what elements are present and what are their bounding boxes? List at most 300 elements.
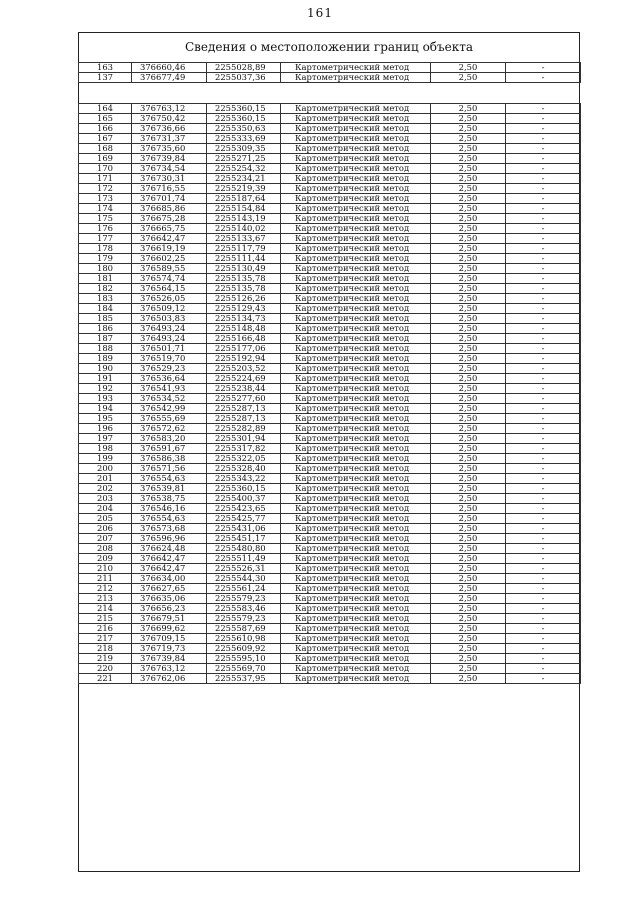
method-cell: Картометрический метод [281,414,431,424]
y-coordinate-cell: 2255343,22 [207,474,281,484]
method-cell: Картометрический метод [281,584,431,594]
accuracy-cell: 2,50 [431,654,506,664]
note-cell: - [506,674,581,684]
x-coordinate-cell: 376602,25 [132,254,207,264]
method-cell: Картометрический метод [281,574,431,584]
accuracy-cell: 2,50 [431,184,506,194]
method-cell: Картометрический метод [281,164,431,174]
point-number-cell: 194 [79,404,132,414]
note-cell: - [506,274,581,284]
method-cell: Картометрический метод [281,174,431,184]
y-coordinate-cell: 2255282,89 [207,424,281,434]
method-cell: Картометрический метод [281,184,431,194]
x-coordinate-cell: 376656,23 [132,604,207,614]
x-coordinate-cell: 376665,75 [132,224,207,234]
accuracy-cell: 2,50 [431,664,506,674]
point-number-cell: 189 [79,354,132,364]
accuracy-cell: 2,50 [431,554,506,564]
y-coordinate-cell: 2255350,63 [207,124,281,134]
x-coordinate-cell: 376679,51 [132,614,207,624]
method-cell: Картометрический метод [281,604,431,614]
y-coordinate-cell: 2255360,15 [207,104,281,114]
table-row [79,564,581,574]
table-row [79,314,581,324]
note-cell: - [506,394,581,404]
table-row [79,484,581,494]
note-cell: - [506,374,581,384]
table-row [79,224,581,234]
accuracy-cell: 2,50 [431,634,506,644]
table-row [79,254,581,264]
note-cell: - [506,614,581,624]
method-cell: Картометрический метод [281,424,431,434]
method-cell: Картометрический метод [281,63,431,73]
point-number-cell: 203 [79,494,132,504]
table-row [79,524,581,534]
method-cell: Картометрический метод [281,624,431,634]
table-body [79,104,581,684]
x-coordinate-cell: 376735,60 [132,144,207,154]
y-coordinate-cell: 2255224,69 [207,374,281,384]
table-row [79,634,581,644]
table-row [79,454,581,464]
point-number-cell: 199 [79,454,132,464]
point-number-cell: 170 [79,164,132,174]
method-cell: Картометрический метод [281,494,431,504]
x-coordinate-cell: 376685,86 [132,204,207,214]
note-cell: - [506,444,581,454]
point-number-cell: 167 [79,134,132,144]
method-cell: Картометрический метод [281,644,431,654]
point-number-cell: 212 [79,584,132,594]
x-coordinate-cell: 376739,84 [132,154,207,164]
table-row [79,204,581,214]
note-cell: - [506,634,581,644]
x-coordinate-cell: 376574,74 [132,274,207,284]
method-cell: Картометрический метод [281,104,431,114]
table-row [79,424,581,434]
table-row [79,174,581,184]
method-cell: Картометрический метод [281,244,431,254]
accuracy-cell: 2,50 [431,394,506,404]
method-cell: Картометрический метод [281,484,431,494]
accuracy-cell: 2,50 [431,534,506,544]
y-coordinate-cell: 2255451,17 [207,534,281,544]
point-number-cell: 173 [79,194,132,204]
method-cell: Картометрический метод [281,284,431,294]
note-cell: - [506,124,581,134]
x-coordinate-cell: 376534,52 [132,394,207,404]
table-row [79,374,581,384]
y-coordinate-cell: 2255111,44 [207,254,281,264]
x-coordinate-cell: 376571,56 [132,464,207,474]
x-coordinate-cell: 376701,74 [132,194,207,204]
y-coordinate-cell: 2255154,84 [207,204,281,214]
method-cell: Картометрический метод [281,664,431,674]
table-row [79,134,581,144]
method-cell: Картометрический метод [281,404,431,414]
note-cell: - [506,424,581,434]
note-cell: - [506,144,581,154]
accuracy-cell: 2,50 [431,284,506,294]
method-cell: Картометрический метод [281,254,431,264]
point-number-cell: 176 [79,224,132,234]
y-coordinate-cell: 2255287,13 [207,414,281,424]
x-coordinate-cell: 376538,75 [132,494,207,504]
note-cell: - [506,284,581,294]
x-coordinate-cell: 376635,06 [132,594,207,604]
point-number-cell: 178 [79,244,132,254]
table-row [79,304,581,314]
accuracy-cell: 2,50 [431,434,506,444]
point-number-cell: 183 [79,294,132,304]
point-number-cell: 218 [79,644,132,654]
accuracy-cell: 2,50 [431,73,506,83]
accuracy-cell: 2,50 [431,494,506,504]
table-row [79,73,581,83]
accuracy-cell: 2,50 [431,234,506,244]
table-row [79,414,581,424]
accuracy-cell: 2,50 [431,124,506,134]
accuracy-cell: 2,50 [431,514,506,524]
point-number-cell: 179 [79,254,132,264]
method-cell: Картометрический метод [281,394,431,404]
y-coordinate-cell: 2255028,89 [207,63,281,73]
table-row [79,644,581,654]
y-coordinate-cell: 2255287,13 [207,404,281,414]
note-cell: - [506,254,581,264]
table-row [79,444,581,454]
y-coordinate-cell: 2255177,06 [207,344,281,354]
y-coordinate-cell: 2255333,69 [207,134,281,144]
method-cell: Картометрический метод [281,384,431,394]
accuracy-cell: 2,50 [431,414,506,424]
method-cell: Картометрический метод [281,674,431,684]
table-row [79,234,581,244]
point-number-cell: 166 [79,124,132,134]
accuracy-cell: 2,50 [431,424,506,434]
point-number-cell: 190 [79,364,132,374]
x-coordinate-cell: 376634,00 [132,574,207,584]
y-coordinate-cell: 2255203,52 [207,364,281,374]
y-coordinate-cell: 2255480,80 [207,544,281,554]
y-coordinate-cell: 2255423,65 [207,504,281,514]
y-coordinate-cell: 2255219,39 [207,184,281,194]
method-cell: Картометрический метод [281,364,431,374]
note-cell: - [506,554,581,564]
note-cell: - [506,214,581,224]
x-coordinate-cell: 376642,47 [132,234,207,244]
point-number-cell: 185 [79,314,132,324]
table-row [79,574,581,584]
note-cell: - [506,164,581,174]
point-number-cell: 192 [79,384,132,394]
note-cell: - [506,154,581,164]
point-number-cell: 172 [79,184,132,194]
point-number-cell: 205 [79,514,132,524]
y-coordinate-cell: 2255135,78 [207,274,281,284]
accuracy-cell: 2,50 [431,364,506,374]
y-coordinate-cell: 2255117,79 [207,244,281,254]
method-cell: Картометрический метод [281,444,431,454]
y-coordinate-cell: 2255569,70 [207,664,281,674]
point-number-cell: 191 [79,374,132,384]
table-row [79,334,581,344]
note-cell: - [506,454,581,464]
note-cell: - [506,334,581,344]
y-coordinate-cell: 2255140,02 [207,224,281,234]
method-cell: Картометрический метод [281,504,431,514]
method-cell: Картометрический метод [281,194,431,204]
table-row [79,364,581,374]
y-coordinate-cell: 2255579,23 [207,594,281,604]
note-cell: - [506,354,581,364]
table-title: Сведения о местоположении границ объекта [184,40,474,54]
point-number-cell: 193 [79,394,132,404]
x-coordinate-cell: 376591,67 [132,444,207,454]
method-cell: Картометрический метод [281,334,431,344]
point-number-cell: 221 [79,674,132,684]
accuracy-cell: 2,50 [431,354,506,364]
y-coordinate-cell: 2255135,78 [207,284,281,294]
note-cell: - [506,584,581,594]
x-coordinate-cell: 376539,81 [132,484,207,494]
table-row [79,404,581,414]
table-row [79,164,581,174]
table-row [79,384,581,394]
x-coordinate-cell: 376493,24 [132,334,207,344]
method-cell: Картометрический метод [281,594,431,604]
accuracy-cell: 2,50 [431,254,506,264]
note-cell: - [506,344,581,354]
table-row [79,144,581,154]
note-cell: - [506,174,581,184]
accuracy-cell: 2,50 [431,104,506,114]
x-coordinate-cell: 376509,12 [132,304,207,314]
y-coordinate-cell: 2255360,15 [207,484,281,494]
method-cell: Картометрический метод [281,354,431,364]
y-coordinate-cell: 2255400,37 [207,494,281,504]
table-row [79,534,581,544]
point-number-cell: 201 [79,474,132,484]
accuracy-cell: 2,50 [431,224,506,234]
y-coordinate-cell: 2255595,10 [207,654,281,664]
y-coordinate-cell: 2255322,05 [207,454,281,464]
method-cell: Картометрический метод [281,144,431,154]
note-cell: - [506,594,581,604]
accuracy-cell: 2,50 [431,294,506,304]
method-cell: Картометрический метод [281,474,431,484]
point-number-cell: 196 [79,424,132,434]
method-cell: Картометрический метод [281,564,431,574]
table-body [79,63,581,83]
accuracy-cell: 2,50 [431,304,506,314]
table-row [79,294,581,304]
y-coordinate-cell: 2255526,31 [207,564,281,574]
x-coordinate-cell: 376546,16 [132,504,207,514]
point-number-cell: 197 [79,434,132,444]
method-cell: Картометрический метод [281,534,431,544]
accuracy-cell: 2,50 [431,544,506,554]
accuracy-cell: 2,50 [431,114,506,124]
accuracy-cell: 2,50 [431,524,506,534]
table-row [79,504,581,514]
method-cell: Картометрический метод [281,134,431,144]
table-row [79,594,581,604]
page-number: 161 [307,6,333,20]
x-coordinate-cell: 376619,19 [132,244,207,254]
table-row [79,554,581,564]
method-cell: Картометрический метод [281,344,431,354]
note-cell: - [506,514,581,524]
accuracy-cell: 2,50 [431,474,506,484]
table-row [79,284,581,294]
x-coordinate-cell: 376586,38 [132,454,207,464]
x-coordinate-cell: 376541,93 [132,384,207,394]
accuracy-cell: 2,50 [431,374,506,384]
method-cell: Картометрический метод [281,124,431,134]
accuracy-cell: 2,50 [431,574,506,584]
table-row [79,244,581,254]
y-coordinate-cell: 2255130,49 [207,264,281,274]
x-coordinate-cell: 376731,37 [132,134,207,144]
method-cell: Картометрический метод [281,264,431,274]
accuracy-cell: 2,50 [431,174,506,184]
table-row [79,584,581,594]
table-row [79,194,581,204]
table-row [79,494,581,504]
table-row [79,514,581,524]
note-cell: - [506,364,581,374]
y-coordinate-cell: 2255537,95 [207,674,281,684]
y-coordinate-cell: 2255309,35 [207,144,281,154]
note-cell: - [506,564,581,574]
point-number-cell: 204 [79,504,132,514]
y-coordinate-cell: 2255544,30 [207,574,281,584]
point-number-cell: 165 [79,114,132,124]
method-cell: Картометрический метод [281,634,431,644]
accuracy-cell: 2,50 [431,444,506,454]
note-cell: - [506,63,581,73]
x-coordinate-cell: 376501,71 [132,344,207,354]
note-cell: - [506,524,581,534]
y-coordinate-cell: 2255277,60 [207,394,281,404]
table-row [79,63,581,73]
accuracy-cell: 2,50 [431,564,506,574]
note-cell: - [506,304,581,314]
table-row [79,604,581,614]
table-row [79,154,581,164]
accuracy-cell: 2,50 [431,334,506,344]
point-number-cell: 186 [79,324,132,334]
note-cell: - [506,414,581,424]
note-cell: - [506,574,581,584]
y-coordinate-cell: 2255301,94 [207,434,281,444]
y-coordinate-cell: 2255238,44 [207,384,281,394]
boundary-table-group-b [78,103,581,684]
accuracy-cell: 2,50 [431,464,506,474]
note-cell: - [506,434,581,444]
method-cell: Картометрический метод [281,324,431,334]
y-coordinate-cell: 2255579,23 [207,614,281,624]
point-number-cell: 210 [79,564,132,574]
table-row [79,324,581,334]
accuracy-cell: 2,50 [431,384,506,394]
x-coordinate-cell: 376536,64 [132,374,207,384]
x-coordinate-cell: 376572,62 [132,424,207,434]
method-cell: Картометрический метод [281,374,431,384]
point-number-cell: 169 [79,154,132,164]
table-row [79,114,581,124]
accuracy-cell: 2,50 [431,344,506,354]
note-cell: - [506,544,581,554]
y-coordinate-cell: 2255143,19 [207,214,281,224]
accuracy-cell: 2,50 [431,144,506,154]
method-cell: Картометрический метод [281,614,431,624]
note-cell: - [506,604,581,614]
note-cell: - [506,294,581,304]
method-cell: Картометрический метод [281,464,431,474]
method-cell: Картометрический метод [281,554,431,564]
y-coordinate-cell: 2255328,40 [207,464,281,474]
x-coordinate-cell: 376675,28 [132,214,207,224]
x-coordinate-cell: 376762,06 [132,674,207,684]
point-number-cell: 181 [79,274,132,284]
y-coordinate-cell: 2255037,36 [207,73,281,83]
point-number-cell: 174 [79,204,132,214]
note-cell: - [506,324,581,334]
method-cell: Картометрический метод [281,73,431,83]
x-coordinate-cell: 376716,55 [132,184,207,194]
table-row [79,624,581,634]
x-coordinate-cell: 376677,49 [132,73,207,83]
method-cell: Картометрический метод [281,114,431,124]
y-coordinate-cell: 2255133,67 [207,234,281,244]
method-cell: Картометрический метод [281,224,431,234]
method-cell: Картометрический метод [281,304,431,314]
point-number-cell: 195 [79,414,132,424]
point-number-cell: 211 [79,574,132,584]
x-coordinate-cell: 376555,69 [132,414,207,424]
point-number-cell: 177 [79,234,132,244]
note-cell: - [506,404,581,414]
method-cell: Картометрический метод [281,154,431,164]
y-coordinate-cell: 2255129,43 [207,304,281,314]
note-cell: - [506,484,581,494]
note-cell: - [506,104,581,114]
x-coordinate-cell: 376709,15 [132,634,207,644]
accuracy-cell: 2,50 [431,154,506,164]
note-cell: - [506,624,581,634]
accuracy-cell: 2,50 [431,274,506,284]
y-coordinate-cell: 2255511,49 [207,554,281,564]
y-coordinate-cell: 2255610,98 [207,634,281,644]
y-coordinate-cell: 2255425,77 [207,514,281,524]
note-cell: - [506,114,581,124]
method-cell: Картометрический метод [281,314,431,324]
y-coordinate-cell: 2255561,24 [207,584,281,594]
note-cell: - [506,384,581,394]
point-number-cell: 216 [79,624,132,634]
note-cell: - [506,644,581,654]
note-cell: - [506,474,581,484]
accuracy-cell: 2,50 [431,264,506,274]
point-number-cell: 208 [79,544,132,554]
point-number-cell: 206 [79,524,132,534]
x-coordinate-cell: 376542,99 [132,404,207,414]
x-coordinate-cell: 376642,47 [132,564,207,574]
table-row [79,674,581,684]
